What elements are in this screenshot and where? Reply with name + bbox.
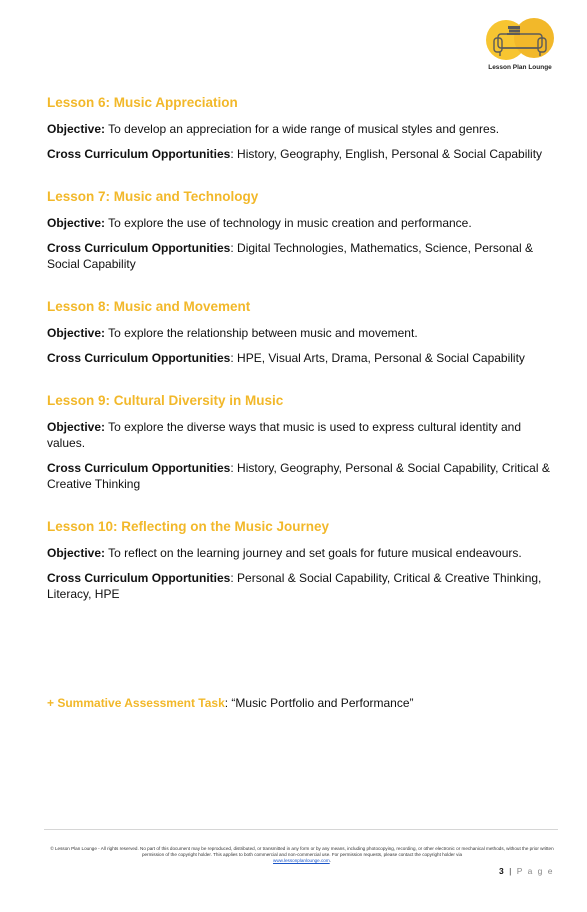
summative-text: : “Music Portfolio and Performance”: [224, 696, 414, 710]
cross-curriculum: [47, 350, 557, 366]
objective: [47, 121, 557, 137]
lesson-title: Lesson 10: Reflecting on the Music Journey: [47, 519, 330, 534]
link-suffix: .: [329, 858, 331, 863]
objective-label: Objective:: [47, 122, 106, 136]
lesson-list: [47, 95, 557, 629]
cross-curriculum-label: Cross Curriculum Opportunities: [47, 461, 231, 475]
copyright-text: © Lesson Plan Lounge - All rights reserved. No part of this document may be reproduced, distributed, or transmitted in any form or by any means, including photocopying, recording, or other electronic or mechanical methods, without the prior written permission of the copyright holder. This applies to both commercial and non-commercial use. For permission requests, please contact the copyright holder via: [50, 846, 554, 857]
website-link[interactable]: www.lessonplanlounge.com: [273, 858, 330, 863]
cross-curriculum: [47, 146, 557, 162]
lesson-8: [47, 299, 557, 366]
cross-curriculum-label: Cross Curriculum Opportunities: [47, 351, 231, 365]
objective-label: Objective:: [47, 216, 106, 230]
objective-text: To explore the relationship between music and movement.: [105, 326, 418, 340]
cross-curriculum-text: : Personal & Social Capability, Critical & Creative Thinking, Literacy, HPE: [47, 571, 542, 601]
summative-label: + Summative Assessment Task: [47, 696, 225, 710]
lesson-9: [47, 393, 557, 492]
objective: [47, 419, 557, 451]
objective: [47, 545, 557, 561]
objective-text: To explore the use of technology in music creation and performance.: [105, 216, 472, 230]
brand-logo: [484, 18, 556, 76]
cross-curriculum-text: : History, Geography, Personal & Social Capability, Critical & Creative Thinking: [47, 461, 550, 491]
objective-label: Objective:: [47, 546, 106, 560]
summative-assessment: [47, 695, 414, 711]
objective-text: To explore the diverse ways that music is used to express cultural identity and values.: [47, 420, 522, 450]
sofa-logo-icon: [486, 18, 554, 62]
footer-divider: [44, 829, 558, 830]
page-word: P a g e: [516, 866, 554, 876]
cross-curriculum-text: : Digital Technologies, Mathematics, Science, Personal & Social Capability: [47, 241, 533, 271]
footer-copyright: [50, 846, 554, 864]
cross-curriculum-text: : History, Geography, English, Personal & Social Capability: [230, 147, 543, 161]
lesson-title: Lesson 9: Cultural Diversity in Music: [47, 393, 284, 408]
cross-curriculum-label: Cross Curriculum Opportunities: [47, 241, 231, 255]
cross-curriculum: [47, 460, 557, 492]
lesson-title: Lesson 6: Music Appreciation: [47, 95, 238, 110]
lesson-title: Lesson 7: Music and Technology: [47, 189, 259, 204]
cross-curriculum: [47, 570, 557, 602]
objective-label: Objective:: [47, 326, 106, 340]
cross-curriculum-text: : HPE, Visual Arts, Drama, Personal & Social Capability: [230, 351, 525, 365]
page-number: [499, 866, 554, 876]
lesson-title: Lesson 8: Music and Movement: [47, 299, 251, 314]
objective-text: To develop an appreciation for a wide range of musical styles and genres.: [105, 122, 500, 136]
lesson-7: [47, 189, 557, 272]
objective: [47, 325, 557, 341]
objective: [47, 215, 557, 231]
lesson-10: [47, 519, 557, 602]
objective-text: To reflect on the learning journey and set goals for future musical endeavours.: [105, 546, 522, 560]
lesson-6: [47, 95, 557, 162]
cross-curriculum: [47, 240, 557, 272]
objective-label: Objective:: [47, 420, 106, 434]
page-separator: |: [505, 866, 517, 876]
cross-curriculum-label: Cross Curriculum Opportunities: [47, 147, 231, 161]
page-number-value: 3: [499, 866, 506, 876]
cross-curriculum-label: Cross Curriculum Opportunities: [47, 571, 231, 585]
brand-logo-text: Lesson Plan Lounge: [488, 64, 552, 71]
